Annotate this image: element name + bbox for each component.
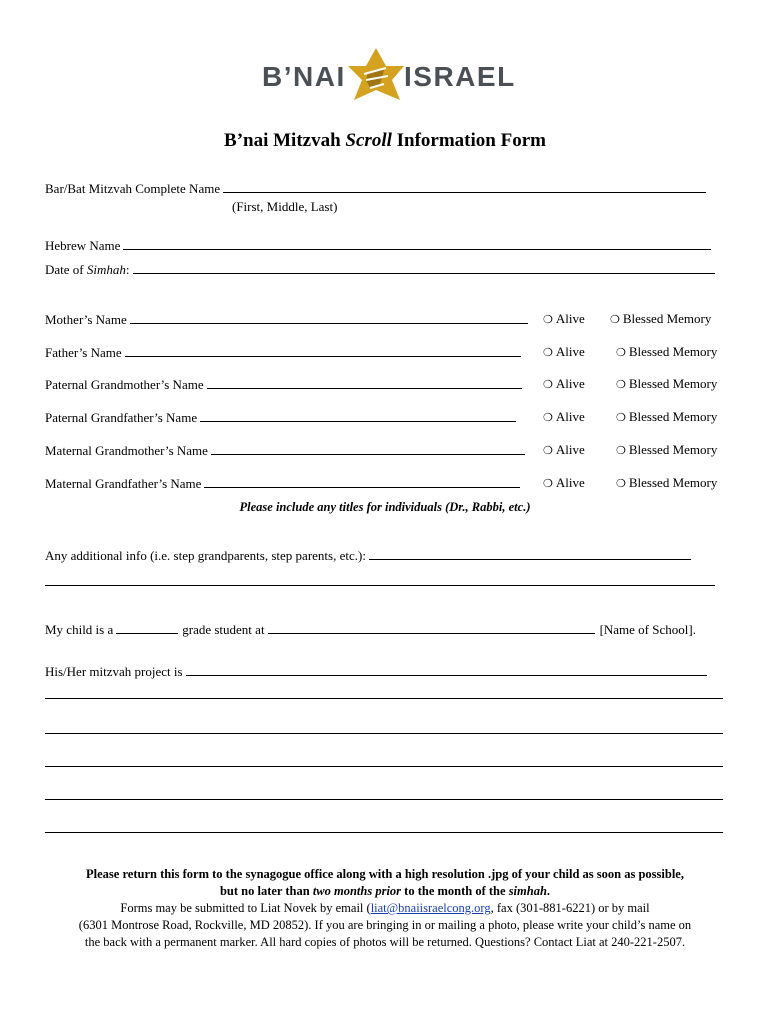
footer-line-4: (6301 Montrose Road, Rockville, MD 20852). If you are bringing in or mailing a photo, please write your child’s name on [78, 918, 692, 932]
school-suffix: [Name of School]. [599, 622, 696, 637]
logo [0, 44, 770, 114]
radio-circle-icon: ❍ [543, 411, 553, 424]
relative-row [45, 344, 521, 361]
star-of-david-logo-icon [346, 44, 406, 112]
radio-circle-icon: ❍ [610, 313, 620, 326]
radio-circle-icon: ❍ [543, 313, 553, 326]
blessed-memory-option[interactable]: ❍ Blessed Memory [616, 475, 718, 490]
project-line[interactable] [45, 832, 723, 833]
relative-label: Father’s Name [45, 345, 122, 360]
school-prefix: My child is a [45, 622, 114, 637]
radio-circle-icon: ❍ [543, 477, 553, 490]
alive-option[interactable]: ❍ Alive [543, 475, 585, 490]
project-row [45, 663, 707, 680]
additional-info-label: Any additional info (i.e. step grandparents, step parents, etc.): [45, 548, 366, 563]
child-name-row [45, 180, 706, 197]
relative-row [45, 376, 522, 393]
blessed-memory-option[interactable]: ❍ Blessed Memory [616, 409, 718, 424]
blessed-memory-option[interactable]: ❍ Blessed Memory [616, 442, 718, 457]
project-line[interactable] [45, 766, 723, 767]
project-line[interactable] [45, 799, 723, 800]
relative-name-field[interactable] [204, 475, 520, 488]
hebrew-name-field[interactable] [123, 237, 711, 250]
relative-label: Mother’s Name [45, 312, 127, 327]
form-title: B’nai Mitzvah Scroll Information Form [224, 130, 546, 151]
relative-row [45, 409, 516, 426]
footer-line-1: Please return this form to the synagogue office along with a high resolution .jpg of your child as soon as possible, [86, 867, 684, 881]
radio-circle-icon: ❍ [616, 346, 626, 359]
relative-name-field[interactable] [211, 442, 525, 455]
footer-line-5: the back with a permanent marker. All hard copies of photos will be returned. Questions? Contact Liat at 240-221-2507. [84, 935, 686, 949]
radio-circle-icon: ❍ [543, 346, 553, 359]
logo-text-bnai: B’NAI [262, 61, 346, 92]
hebrew-name-label: Hebrew Name [45, 238, 121, 253]
radio-circle-icon: ❍ [616, 411, 626, 424]
date-label: Date of Simhah: [45, 262, 130, 277]
project-label: His/Her mitzvah project is [45, 664, 183, 679]
logo-text-israel: ISRAEL [404, 61, 516, 92]
radio-circle-icon: ❍ [616, 477, 626, 490]
grade-field[interactable] [116, 621, 178, 634]
radio-circle-icon: ❍ [616, 378, 626, 391]
date-field[interactable] [133, 261, 715, 274]
footer-line-2: but no later than two months prior to the month of the simhah. [219, 884, 551, 898]
relative-label: Paternal Grandmother’s Name [45, 377, 204, 392]
relative-name-field[interactable] [130, 311, 528, 324]
project-line[interactable] [45, 733, 723, 734]
alive-option[interactable]: ❍ Alive [543, 344, 585, 359]
alive-option[interactable]: ❍ Alive [543, 376, 585, 391]
titles-note: Please include any titles for individuals (Dr., Rabbi, etc.) [239, 500, 531, 514]
relative-label: Maternal Grandfather’s Name [45, 476, 202, 491]
instructions-footer [40, 866, 730, 951]
school-middle: grade student at [182, 622, 265, 637]
blessed-memory-option[interactable]: ❍ Blessed Memory [610, 311, 712, 326]
email-link[interactable]: liat@bnaiisraelcong.org [370, 901, 491, 915]
relative-row [45, 475, 520, 492]
alive-option[interactable]: ❍ Alive [543, 311, 585, 326]
radio-circle-icon: ❍ [543, 378, 553, 391]
additional-info-row [45, 547, 691, 564]
child-name-hint: (First, Middle, Last) [232, 199, 338, 214]
school-field[interactable] [268, 621, 595, 634]
hebrew-name-row [45, 237, 711, 254]
relative-label: Paternal Grandfather’s Name [45, 410, 198, 425]
radio-circle-icon: ❍ [543, 444, 553, 457]
child-name-label: Bar/Bat Mitzvah Complete Name [45, 181, 221, 196]
footer-line-3: Forms may be submitted to Liat Novek by email (liat@bnaiisraelcong.org, fax (301-881-6221) or by mail [120, 901, 650, 915]
relative-name-field[interactable] [200, 409, 516, 422]
alive-option[interactable]: ❍ Alive [543, 442, 585, 457]
additional-info-field[interactable] [369, 547, 691, 560]
date-row [45, 261, 715, 278]
child-name-field[interactable] [223, 180, 706, 193]
blessed-memory-option[interactable]: ❍ Blessed Memory [616, 376, 718, 391]
additional-info-line[interactable] [45, 585, 715, 586]
school-row [45, 621, 696, 638]
project-field[interactable] [186, 663, 707, 676]
blessed-memory-option[interactable]: ❍ Blessed Memory [616, 344, 718, 359]
alive-option[interactable]: ❍ Alive [543, 409, 585, 424]
relative-name-field[interactable] [207, 376, 522, 389]
relative-label: Maternal Grandmother’s Name [45, 443, 208, 458]
relative-row [45, 442, 525, 459]
radio-circle-icon: ❍ [616, 444, 626, 457]
relative-name-field[interactable] [125, 344, 521, 357]
project-line[interactable] [45, 698, 723, 699]
relative-row [45, 311, 528, 328]
